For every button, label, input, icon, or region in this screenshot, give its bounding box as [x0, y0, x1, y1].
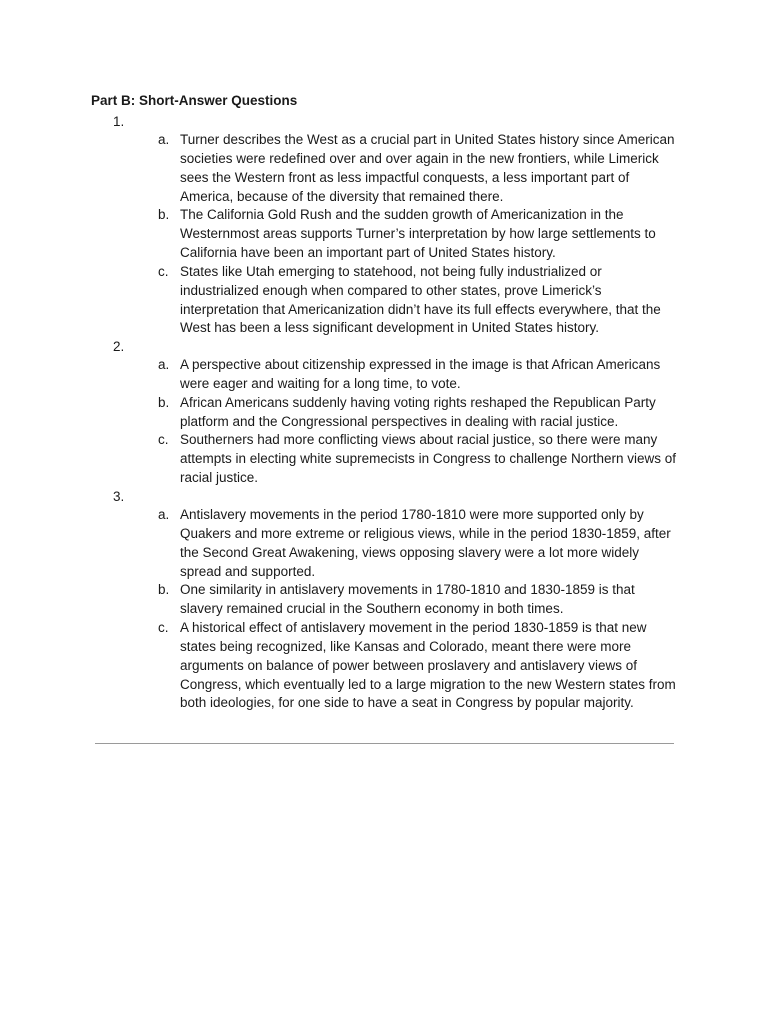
answer-item: [0, 431, 768, 488]
answer-item: [0, 506, 768, 581]
answer-list: [0, 131, 768, 338]
answer-letter: b.: [158, 207, 170, 223]
question-number: 2.: [113, 339, 125, 354]
answer-text: African Americans suddenly having voting rights reshaped the Republican Party platform and the Congressional perspectives in dealing with racial justice.: [180, 394, 656, 429]
answer-item: [0, 206, 768, 263]
answer-letter: c.: [158, 432, 169, 448]
answer-item: [0, 394, 768, 432]
horizontal-divider: [95, 743, 674, 744]
answer-letter: b.: [158, 582, 170, 598]
answer-item: [0, 131, 768, 206]
answer-text: Antislavery movements in the period 1780-1810 were more supported only by Quakers and more extreme or religious views, while in the period 1830-1859, after the Second Great Awakening, views opposing slavery were a lot more widely spread and supported.: [180, 507, 671, 579]
answer-letter: b.: [158, 394, 170, 410]
question-number: 3.: [113, 489, 125, 504]
answer-letter: c.: [158, 620, 169, 636]
question-number: 1.: [113, 114, 125, 129]
answer-text: A perspective about citizenship expressed in the image is that African Americans were eager and waiting for a long time, to vote.: [180, 357, 661, 391]
answer-item: [0, 263, 768, 338]
section-title: Part B: Short-Answer Questions: [91, 93, 298, 108]
answer-letter: c.: [158, 263, 169, 279]
answer-list: [0, 506, 768, 713]
answer-text: The California Gold Rush and the sudden growth of Americanization in the Westernmost areas supports Turner’s interpretation by how large settlements to California have been an important part of United States history.: [180, 207, 656, 261]
answer-text: Turner describes the West as a crucial part in United States history since American societies were redefined over and over again in the new frontiers, while Limerick sees the Western front as less impactful conquests, a less important part of America, because of the diversity that remained there.: [180, 132, 675, 204]
answer-letter: a.: [158, 132, 170, 147]
answer-list: [0, 356, 768, 488]
answer-item: [0, 619, 768, 713]
answer-text: One similarity in antislavery movements in 1780-1810 and 1830-1859 is that slavery remained crucial in the Southern economy in both times.: [180, 582, 635, 617]
answer-item: [0, 581, 768, 619]
answer-letter: a.: [158, 507, 170, 522]
answer-text: A historical effect of antislavery movement in the period 1830-1859 is that new states being recognized, like Kansas and Colorado, meant there were more arguments on balance of power between proslavery and antislavery views of Congress, which eventually led to a large migration to the new Western states from both ideologies, for one side to have a seat in Congress by popular majority.: [180, 620, 676, 711]
answer-text: Southerners had more conflicting views about racial justice, so there were many attempts in electing white supremecists in Congress to challenge Northern views of racial justice.: [180, 432, 676, 486]
answer-letter: a.: [158, 357, 170, 372]
answer-text: States like Utah emerging to statehood, not being fully industrialized or industrialized enough when compared to other states, prove Limerick’s interpretation that Americanization didn’t have its full effects everywhere, that the West has been a less significant development in United States history.: [180, 263, 661, 336]
answer-item: [0, 356, 768, 394]
